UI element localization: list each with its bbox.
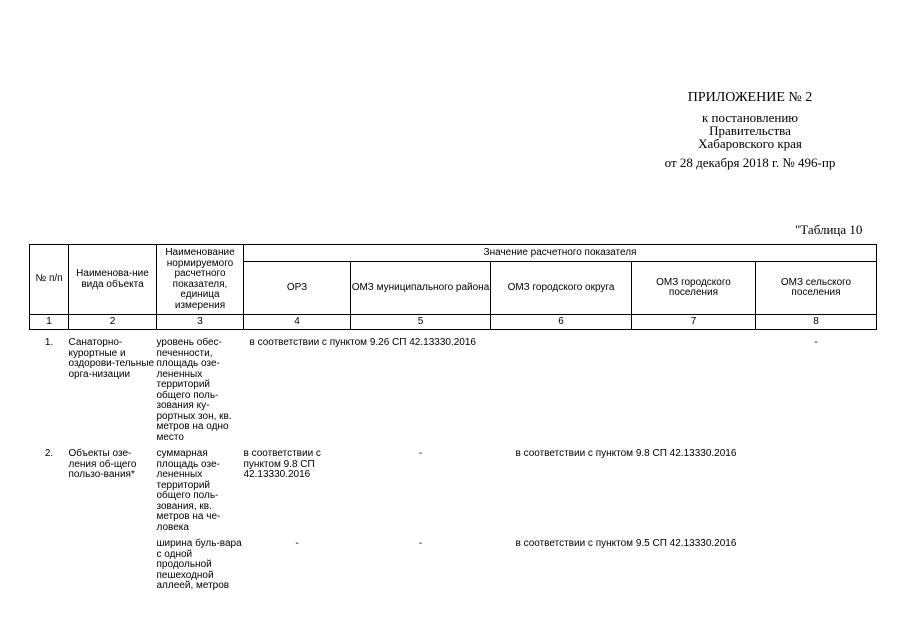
merged-value-text: в соответствии с пунктом 9.26 СП 42.13330.2016 <box>249 337 476 348</box>
value-omz-sp: - <box>814 337 818 348</box>
decree-line-1: к постановлению <box>701 110 799 125</box>
col-header-omz-gp: ОМЗ городского поселения <box>632 262 756 315</box>
value-orz: - <box>295 538 299 549</box>
col-header-orz: ОРЗ <box>244 262 351 315</box>
col-header-object: Наименова-ние вида объекта <box>69 245 157 315</box>
merged-value-text: в соответствии с пунктом 9.8 СП 42.13330.2016 <box>515 448 737 459</box>
decree-date-line: от 28 декабря 2018 г. № 496-пр <box>664 155 836 170</box>
col-number: 6 <box>491 315 632 330</box>
table-header-row-1 <box>30 245 877 262</box>
row-number <box>30 539 69 592</box>
col-header-omz-go: ОМЗ городского округа <box>491 262 632 315</box>
col-number: 7 <box>632 315 756 330</box>
col-header-omz-sp: ОМЗ сельского поселения <box>756 262 877 315</box>
decree-line-2: Правительства <box>709 123 791 138</box>
value-omz-mr: - <box>418 538 423 549</box>
col-header-indicator: Наименование нормируемого расчетного показателя, единица измерения <box>157 245 244 315</box>
value-orz: в соответствии с пунктом 9.8 СП 42.13330.2016 <box>243 448 321 480</box>
row-number: 1. <box>44 337 54 348</box>
indicator-name: ширина буль-вара с одной продольной пешеходной аллеей, метров <box>156 538 242 591</box>
merged-value <box>491 539 877 592</box>
merged-value <box>491 449 877 539</box>
col-header-num: № п/п <box>30 245 69 315</box>
merged-value-text: в соответствии с пунктом 9.5 СП 42.13330.2016 <box>515 538 737 549</box>
table-row <box>30 330 877 450</box>
col-number: 5 <box>351 315 491 330</box>
column-numbers-row <box>30 315 877 330</box>
col-number: 8 <box>756 315 877 330</box>
col-number: 3 <box>157 315 244 330</box>
table-title: "Таблица 10 <box>795 222 863 237</box>
col-header-omz-mr: ОМЗ муниципального района <box>351 262 491 315</box>
object-name: Санаторно-курортные и оздорови-тельные орга-низации <box>68 337 155 380</box>
merged-value <box>244 330 756 450</box>
appendix-title: ПРИЛОЖЕНИЕ № 2 <box>687 90 813 105</box>
table-row <box>30 449 877 539</box>
col-number: 4 <box>244 315 351 330</box>
object-name: Объекты озе-ления об-щего пользо-вания* <box>68 448 137 480</box>
col-header-value-group: Значение расчетного показателя <box>244 245 877 262</box>
col-number: 1 <box>30 315 69 330</box>
object-name <box>69 539 157 592</box>
decree-line-3: Хабаровского края <box>698 136 802 151</box>
row-number: 2. <box>44 448 54 459</box>
indicator-name: суммарная площадь озе-лененных территорий общего поль-зования, кв. метров на че-ловека <box>156 448 221 533</box>
indicator-name: уровень обес-печенности, площадь озе-лененных территорий общего поль-зования ку-рортных зон, кв. метров на одно место <box>156 337 232 443</box>
col-number: 2 <box>69 315 157 330</box>
indicators-table <box>29 244 877 592</box>
value-omz-mr: - <box>418 448 423 459</box>
table-row <box>30 539 877 592</box>
